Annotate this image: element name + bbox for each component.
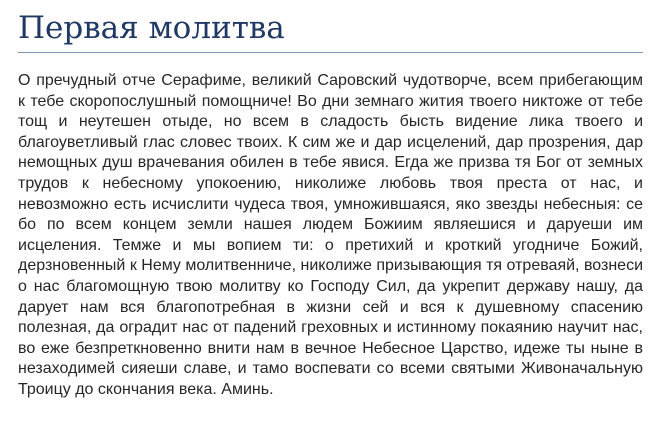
prayer-text: О пречудный отче Серафиме, великий Саровский чудотворче, всем прибегающим к тебе скоропослушный помощниче! Во дни земнаго жития твоего никтоже от тебе тощ и неутешен отыде, но всем в сладость бысть видение лика твоего и благоуветливый глас словес твоих. К сим же и дар исцелений, дар прозрения, дар немощных душ врачевания обилен в тебе явися. Егда же призва тя Бог от земных трудов к небесному упокоению, николиже любовь твоя преста от нас, и невозможно есть исчислити чудеса твоя, умножившаяся, яко звезды небесныя: се бо по всем концем земли нашея людем Божиим являешися и даруеши им исцеления. Темже и мы вопием ти: о претихий и кроткий угодниче Божий, дерзновенный к Нему молитвенниче, николиже призывающия тя отреваяй, вознеси о нас благомощную твою молитву ко Господу Сил, да укрепит державу нашу, да дарует нам вся благопотребная в жизни сей и вся к душевному спасению полезная, да оградит нас от падений греховных и истинному покаянию научит нас, во еже безпреткновенно внити нам в вечное Небесное Царство, идеже ты ныне в незаходимей сияеши славе, и тамо воспевати со всеми святыми Живоначальную Троицу до скончания века. Аминь. <box>18 72 643 398</box>
page-title: Первая молитва <box>18 10 285 46</box>
title-divider <box>18 52 643 53</box>
